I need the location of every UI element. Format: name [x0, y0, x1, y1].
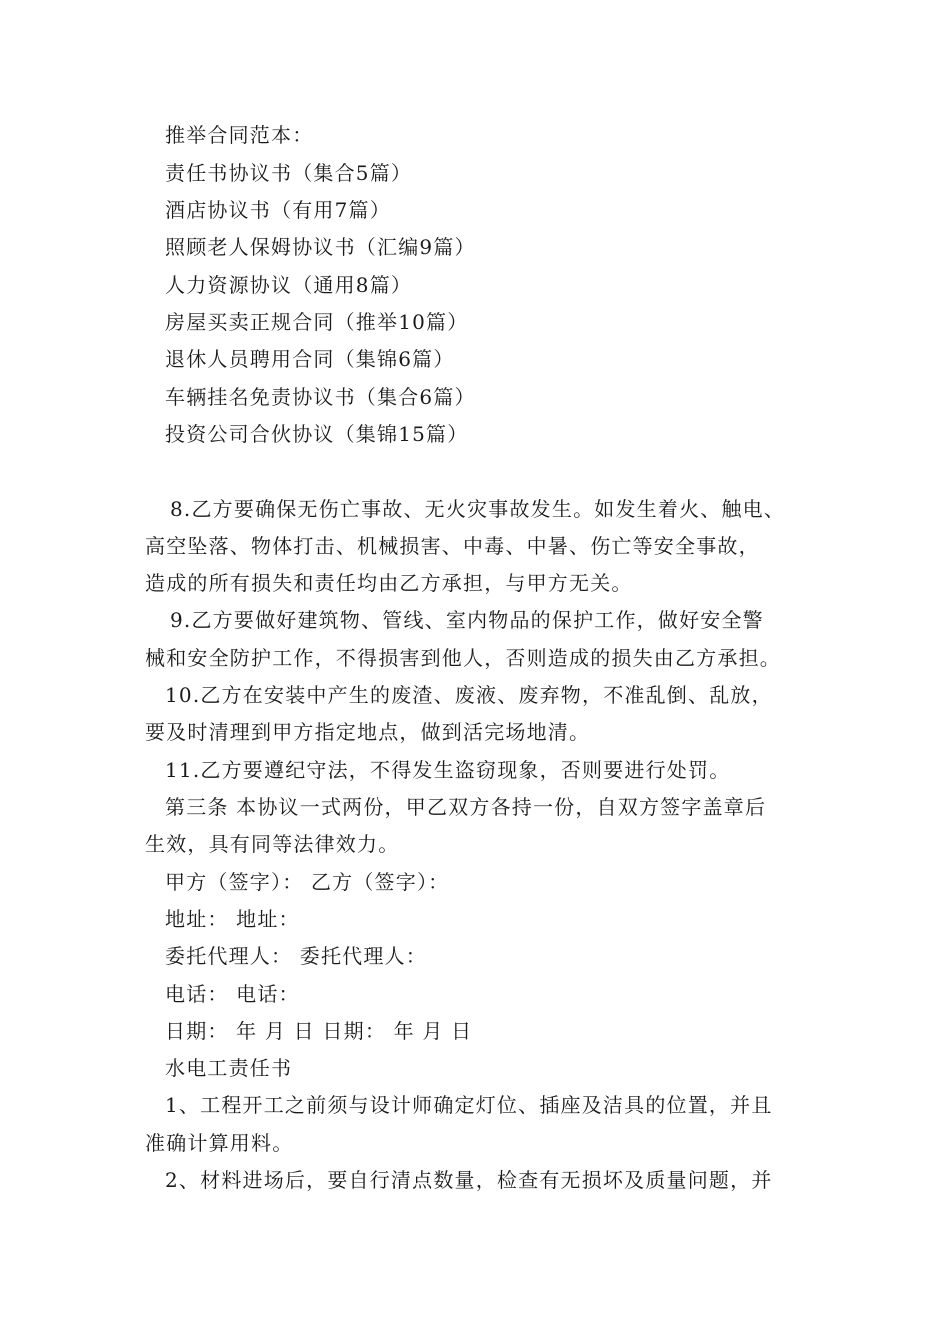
recommended-link[interactable]: 车辆挂名免责协议书（集合6篇）	[165, 385, 476, 409]
paragraph-line: 8.乙方要确保无伤亡事故、无火灾事故发生。如发生着火、触电、	[170, 497, 786, 521]
recommended-heading: 推举合同范本：	[165, 123, 314, 147]
paragraph-line: 要及时清理到甲方指定地点，做到活完场地清。	[145, 720, 591, 744]
recommended-link[interactable]: 酒店协议书（有用7篇）	[165, 198, 391, 222]
paragraph-line: 1、工程开工之前须与设计师确定灯位、插座及洁具的位置，并且	[165, 1093, 773, 1117]
paragraph-line: 9.乙方要做好建筑物、管线、室内物品的保护工作，做好安全警	[170, 608, 764, 632]
recommended-link[interactable]: 照顾老人保姆协议书（汇编9篇）	[165, 235, 476, 259]
paragraph-line: 生效，具有同等法律效力。	[145, 832, 400, 856]
phone-line: 电话： 电话：	[165, 982, 300, 1006]
paragraph-line: 2、材料进场后，要自行清点数量，检查有无损坏及质量问题，并	[165, 1168, 773, 1192]
signature-line: 甲方（签字）： 乙方（签字）：	[165, 870, 450, 894]
paragraph-line: 械和安全防护工作，不得损害到他人，否则造成的损失由乙方承担。	[145, 646, 781, 670]
paragraph-line: 高空坠落、物体打击、机械损害、中毒、中暑、伤亡等安全事故，	[145, 534, 760, 558]
paragraph-line: 造成的所有损失和责任均由乙方承担，与甲方无关。	[145, 571, 633, 595]
section-title: 水电工责任书	[165, 1056, 293, 1080]
paragraph-line: 11.乙方要遵纪守法，不得发生盗窃现象，否则要进行处罚。	[165, 758, 731, 782]
recommended-link[interactable]: 责任书协议书（集合5篇）	[165, 161, 413, 185]
address-line: 地址： 地址：	[165, 907, 300, 931]
recommended-link[interactable]: 退休人员聘用合同（集锦6篇）	[165, 347, 455, 371]
recommended-link[interactable]: 人力资源协议（通用8篇）	[165, 273, 413, 297]
paragraph-line: 10.乙方在安装中产生的废渣、废液、废弃物，不准乱倒、乱放，	[165, 683, 773, 707]
recommended-link[interactable]: 投资公司合伙协议（集锦15篇）	[165, 422, 469, 446]
recommended-link[interactable]: 房屋买卖正规合同（推举10篇）	[165, 310, 469, 334]
date-line: 日期： 年 月 日 日期： 年 月 日	[165, 1019, 473, 1043]
paragraph-line: 准确计算用料。	[145, 1131, 294, 1155]
paragraph-line: 第三条 本协议一式两份，甲乙双方各持一份，自双方签字盖章后	[165, 795, 767, 819]
agent-line: 委托代理人： 委托代理人：	[165, 944, 427, 968]
